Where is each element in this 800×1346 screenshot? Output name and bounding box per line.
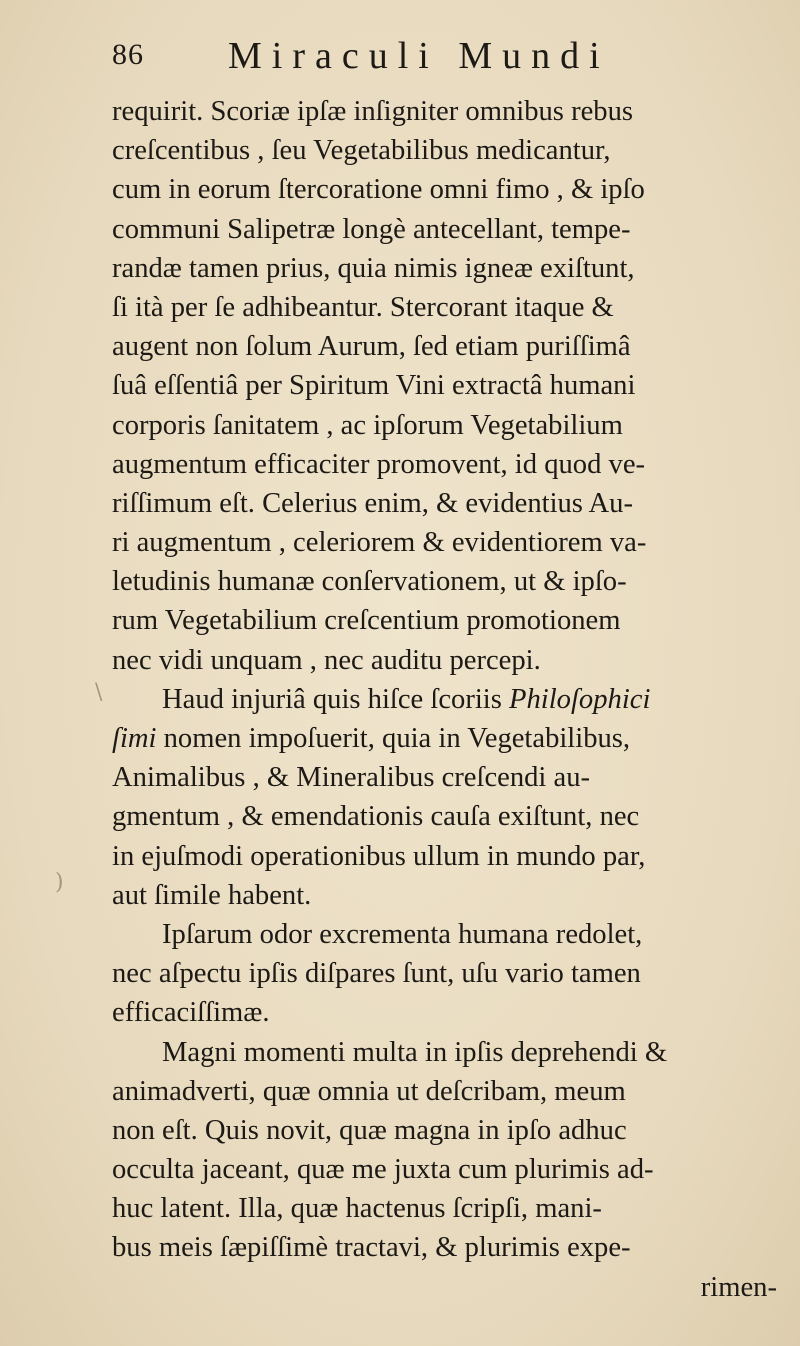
- text-line: augmentum efficaciter promovent, id quod ve-: [112, 448, 646, 480]
- text-line: Animalibus , & Mineralibus creſcendi au-: [112, 762, 591, 794]
- text-line: letudinis humanæ conſervationem, ut & ipſo-: [112, 566, 627, 598]
- text-line: ri augmentum , celeriorem & evidentiorem va-: [112, 527, 647, 559]
- text-line: nec vidi unquam , nec auditu percepi.: [112, 644, 541, 676]
- italic-term: Philoſophici: [509, 683, 651, 715]
- text-line: cum in eorum ſtercoratione omni fimo , & ipſo: [112, 174, 645, 206]
- body-text: [112, 92, 777, 1307]
- text-line: randæ tamen prius, quia nimis igneæ exiſtunt,: [112, 252, 635, 284]
- paragraph-start-line: [112, 680, 777, 719]
- text-line: gmentum , & emendationis cauſa exiſtunt, nec: [112, 801, 640, 833]
- text-line: requirit. Scoriæ ipſæ inſigniter omnibus rebus: [112, 96, 633, 127]
- text-line: augent non ſolum Aurum, ſed etiam puriſſimâ: [112, 331, 631, 363]
- text-line: non eſt. Quis novit, quæ magna in ipſo adhuc: [112, 1114, 627, 1146]
- text-line: creſcentibus , ſeu Vegetabilibus medicantur,: [112, 135, 611, 167]
- text-line: occulta jaceant, quæ me juxta cum plurimis ad-: [112, 1154, 654, 1186]
- margin-stain: \: [95, 680, 103, 705]
- running-title: Miraculi Mundi: [228, 35, 610, 77]
- text-line: huc latent. Illa, quæ hactenus ſcripſi, mani-: [112, 1193, 602, 1225]
- text-line: riſſimum eſt. Celerius enim, & evidentius Au-: [112, 487, 633, 519]
- text-span: Haud injuriâ quis hiſce ſcoriis: [162, 683, 510, 715]
- page-header: [112, 28, 732, 88]
- text-line: communi Salipetræ longè antecellant, tempe-: [112, 213, 631, 245]
- text-line: nec aſpectu ipſis diſpares ſunt, uſu vario tamen: [112, 958, 641, 990]
- italic-term: ſimi: [112, 723, 157, 754]
- margin-stain: ): [55, 870, 64, 895]
- page-number: 86: [112, 38, 144, 71]
- text-line: bus meis ſæpiſſimè tractavi, & plurimis expe-: [112, 1232, 631, 1264]
- paragraph-start-line: Magni momenti multa in ipſis deprehendi &: [162, 1036, 668, 1068]
- text-line: animadverti, quæ omnia ut deſcribam, meum: [112, 1075, 626, 1107]
- text-line: ſi ità per ſe adhibeantur. Stercorant itaque &: [112, 291, 614, 323]
- text-line: corporis ſanitatem , ac ipſorum Vegetabilium: [112, 409, 623, 441]
- text-line: rum Vegetabilium creſcentium promotionem: [112, 605, 621, 637]
- catchword: rimen-: [700, 1271, 777, 1303]
- text-line: aut ſimile habent.: [112, 879, 312, 911]
- text-line: [112, 719, 777, 758]
- text-line: ſuâ eſſentiâ per Spiritum Vini extractâ humani: [112, 370, 636, 402]
- paragraph-start-line: Ipſarum odor excrementa humana redolet,: [162, 918, 643, 950]
- text-line: in ejuſmodi operationibus ullum in mundo par,: [112, 840, 646, 872]
- text-span: nomen impoſuerit, quia in Vegetabilibus,: [156, 723, 631, 754]
- text-line: efficaciſſimæ.: [112, 997, 270, 1029]
